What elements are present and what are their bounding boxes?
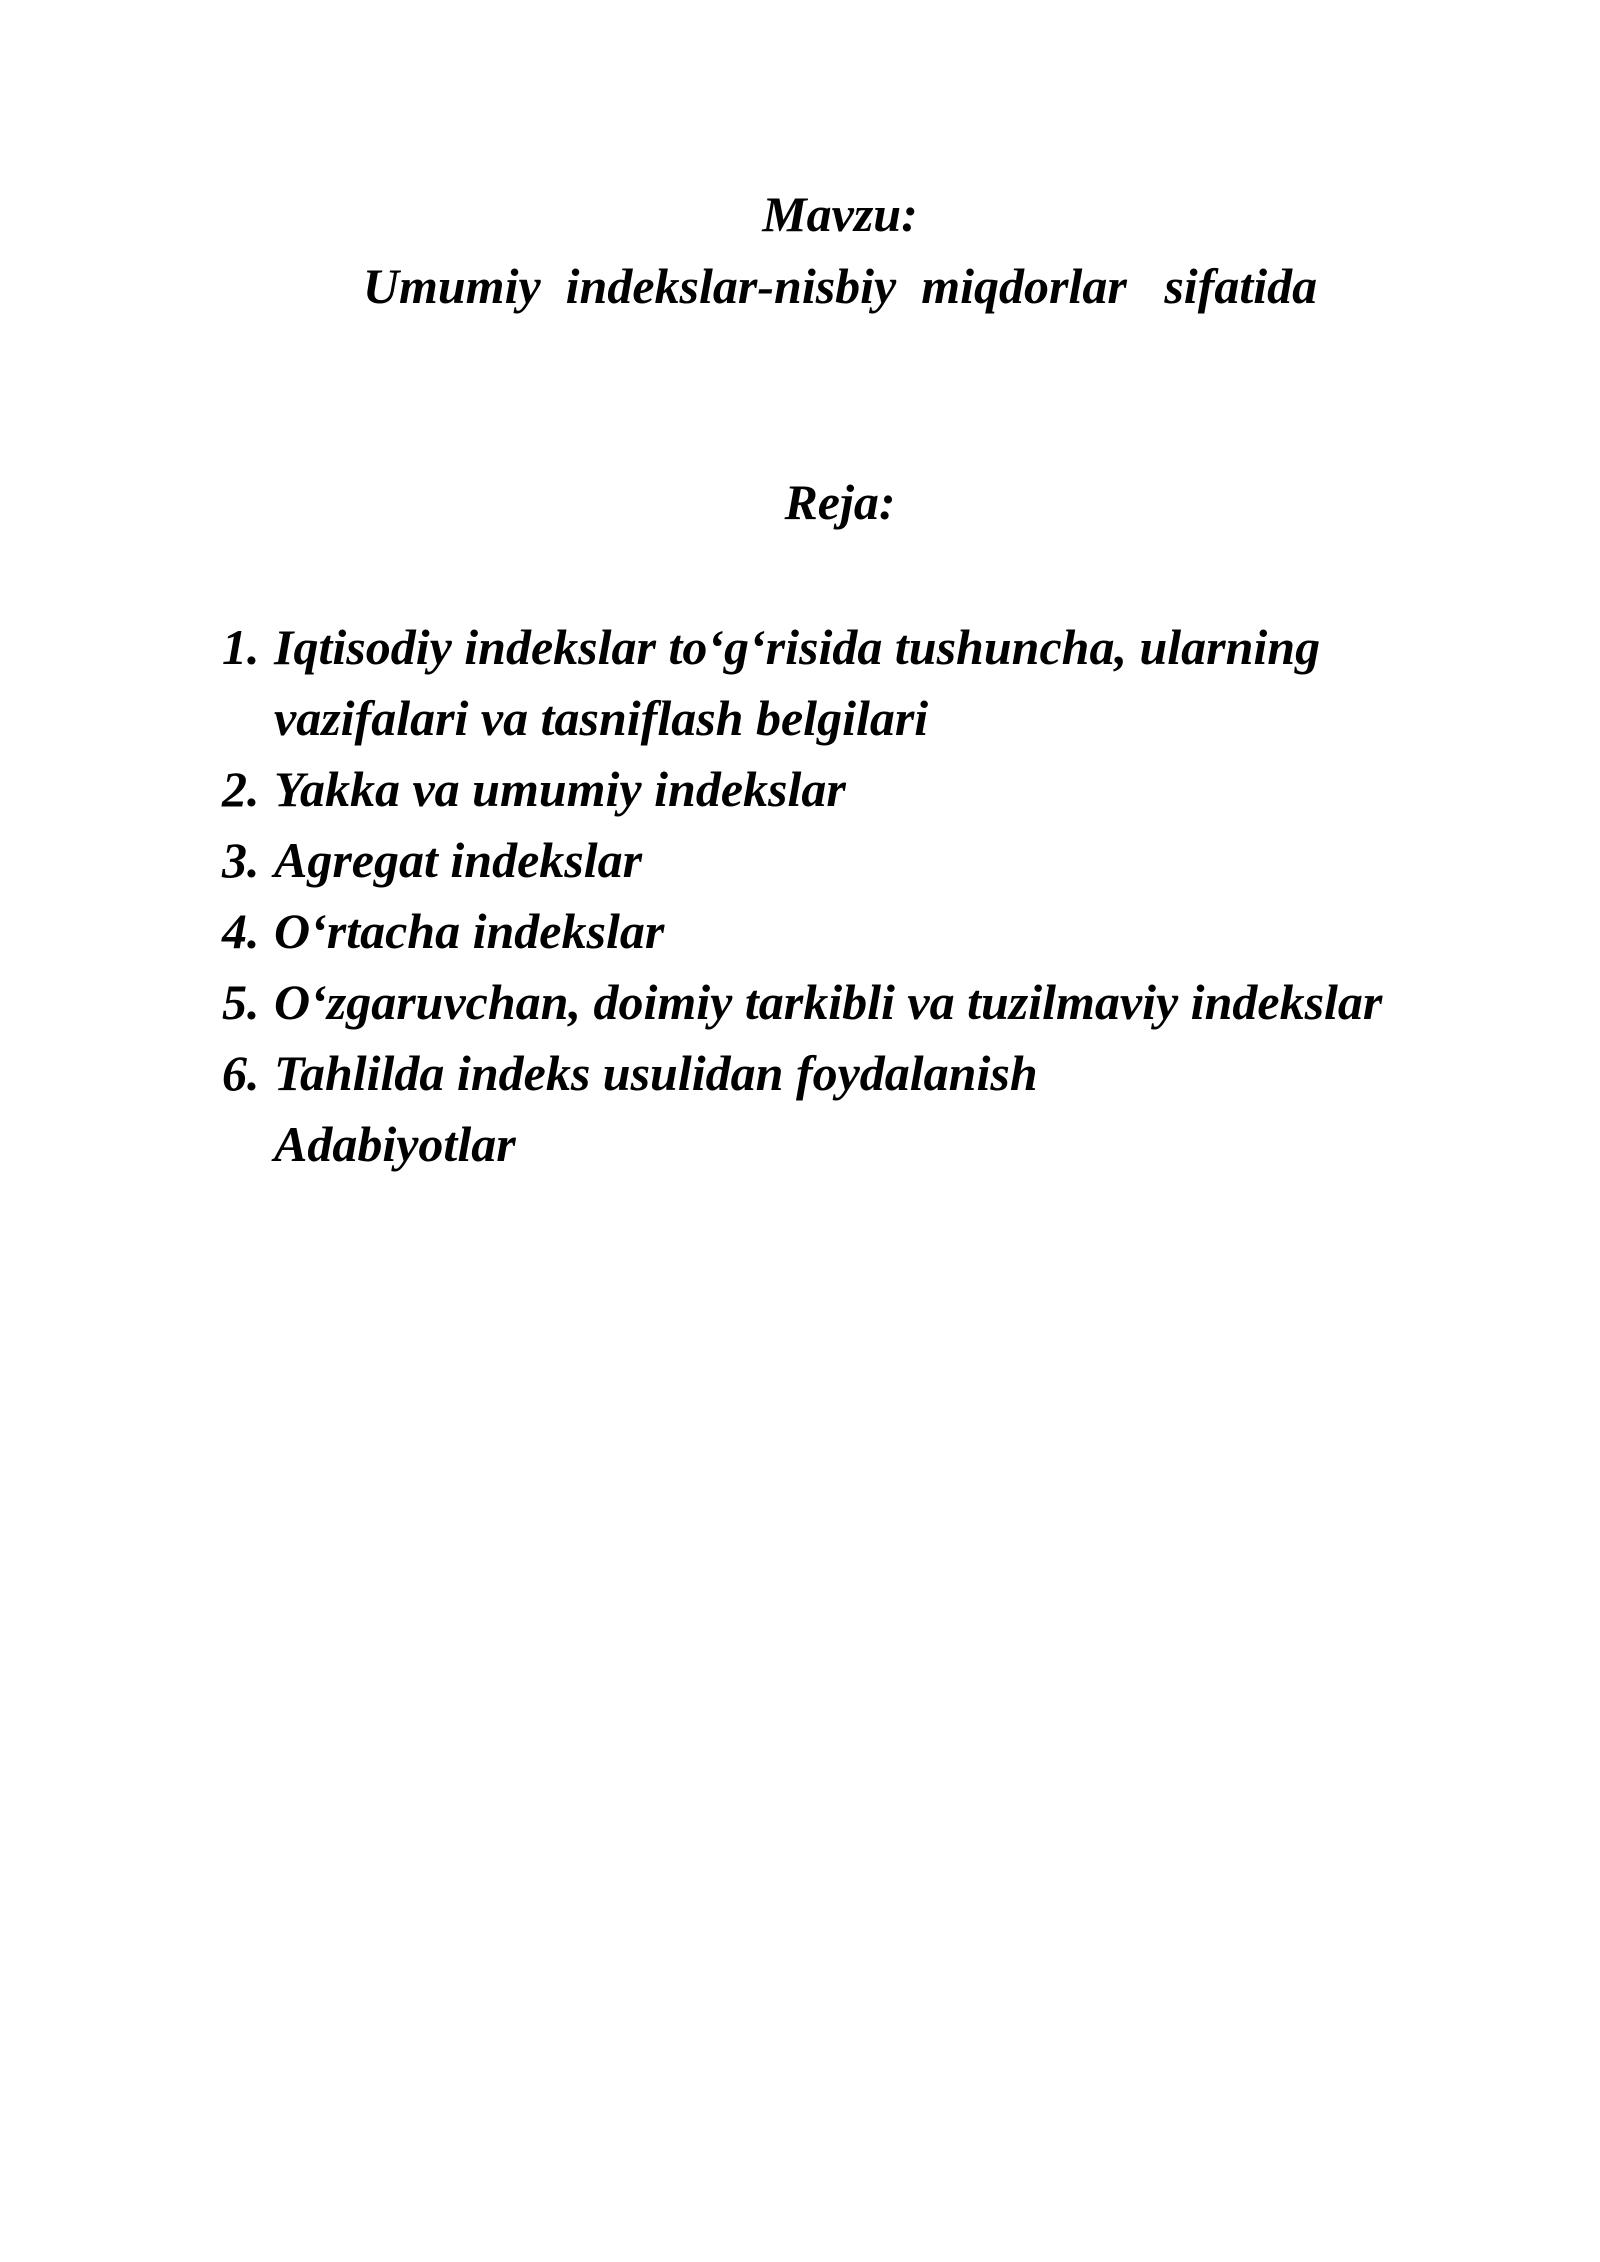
plan-item-number: 3. [222,832,260,888]
plan-item-text: Iqtisodiy indekslar to‘g‘risida tushuncha, ularning vazifalari va tasniflash belgilari [274,619,1321,746]
plan-item-text: Tahlilda indeks usulidan foydalanish [274,1045,1038,1101]
plan-label: Reja: [784,474,896,530]
plan-item-text: O‘zgaruvchan, doimiy tarkibli va tuzilmaviy indekslar [274,974,1383,1030]
plan-item [222,612,1422,754]
plan-item-text: Yakka va umumiy indekslar [274,761,846,817]
subject-label: Mavzu: [762,186,918,242]
plan-item-number: 5. [222,974,260,1030]
plan-list [222,612,1422,1180]
plan-item-text: Agregat indekslar [274,832,643,888]
subject-title: Umumiy indekslar-nisbiy miqdorlar sifatida [362,258,1318,314]
plan-item [222,896,1422,967]
plan-item [222,967,1422,1038]
plan-references: Adabiyotlar [274,1116,516,1172]
plan-item [222,754,1422,825]
plan-item-text: O‘rtacha indekslar [274,903,665,959]
plan-item-number: 6. [222,1045,260,1101]
plan-item-number: 4. [222,903,260,959]
plan-item [222,1038,1422,1109]
plan-item-number: 1. [222,619,260,675]
plan-item-number: 2. [222,761,260,817]
plan-item [222,825,1422,896]
